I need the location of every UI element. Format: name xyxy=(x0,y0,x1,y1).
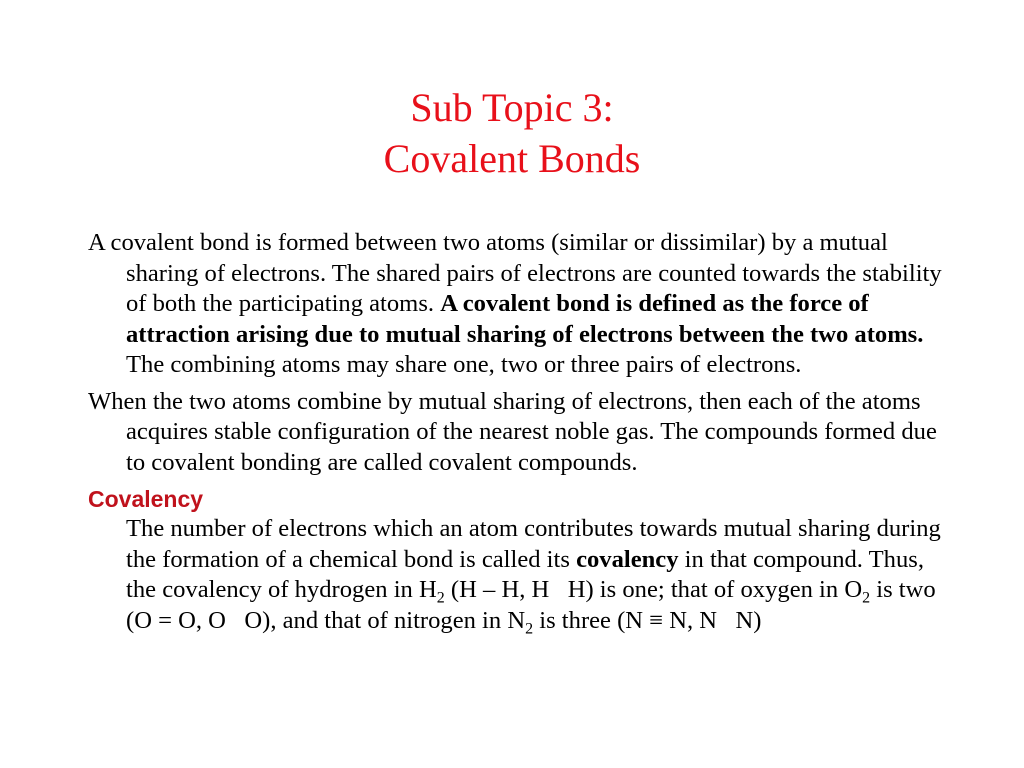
covalency-text-4: is two (O = O, O O), and that of nitrogen in N xyxy=(126,576,936,634)
paragraph-covalency xyxy=(88,514,948,636)
slide-body xyxy=(88,228,948,636)
nitrogen-subscript: 2 xyxy=(525,620,534,638)
oxygen-subscript: 2 xyxy=(862,589,871,607)
covalency-term: covalency xyxy=(576,545,679,573)
paragraph-1-definition: A covalent bond is defined as the force of attraction arising due to mutual sharing of electrons between the two atoms. xyxy=(126,290,924,348)
paragraph-covalent-bond xyxy=(88,228,948,381)
covalency-text-5: is three (N ≡ N, N N) xyxy=(533,606,762,634)
covalency-text-1: The number of electrons which an atom contributes towards mutual sharing during the formation of a chemical bond is called its xyxy=(126,515,941,573)
title-line-2: Covalent Bonds xyxy=(383,136,641,181)
paragraph-2-text: When the two atoms combine by mutual sharing of electrons, then each of the atoms acquires stable configuration of the nearest noble gas. The compounds formed due to covalent bonding are called covalent compounds. xyxy=(88,387,937,476)
slide-title xyxy=(0,82,1024,184)
paragraph-1-text-2: The combining atoms may share one, two or three pairs of electrons. xyxy=(126,351,802,378)
hydrogen-subscript: 2 xyxy=(436,589,445,607)
title-line-1: Sub Topic 3: xyxy=(410,85,614,130)
paragraph-covalent-compounds xyxy=(88,387,948,479)
covalency-text-3: (H – H, H H) is one; that of oxygen in O xyxy=(444,576,863,603)
paragraph-1-text-1: A covalent bond is formed between two atoms (similar or dissimilar) by a mutual sharing of electrons. The shared pairs of electrons are counted towards the stability of both the participating atoms. xyxy=(88,229,942,317)
covalency-text-2: in that compound. Thus, the covalency of hydrogen in H xyxy=(126,545,924,603)
covalency-heading: Covalency xyxy=(88,486,204,512)
